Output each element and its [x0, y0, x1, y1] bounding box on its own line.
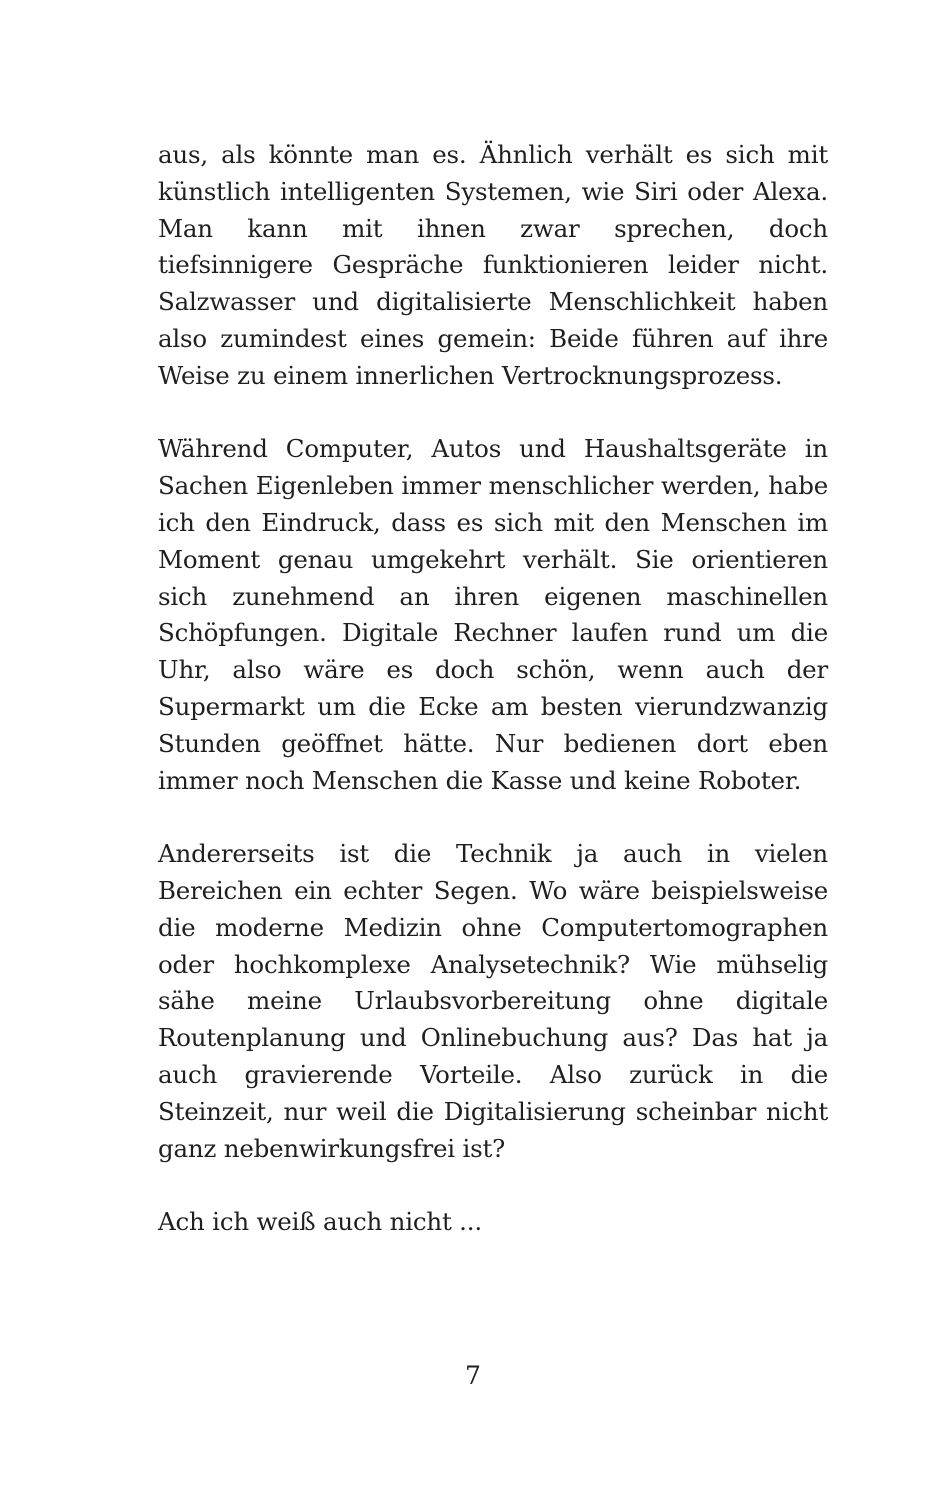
text-line: Supermarkt um die Ecke am besten vierundzwanzig	[158, 691, 828, 721]
body-text	[158, 137, 828, 1278]
text-line: ganz nebenwirkungsfrei ist?	[158, 1133, 506, 1163]
text-line: Andererseits ist die Technik ja auch in vielen	[158, 839, 828, 869]
page-number: 7	[465, 1361, 481, 1390]
text-line: Sachen Eigenleben immer menschlicher werden, habe	[158, 471, 828, 501]
paragraph-3	[158, 836, 828, 1167]
paragraph-4	[158, 1204, 828, 1241]
text-line: Moment genau umgekehrt verhält. Sie orientieren	[158, 544, 828, 574]
paragraph-1	[158, 137, 828, 395]
text-line: Weise zu einem innerlichen Vertrocknungsprozess.	[158, 360, 783, 390]
text-line: Salzwasser und digitalisierte Menschlichkeit haben	[158, 287, 828, 317]
text-line: also zumindest eines gemein: Beide führen auf ihre	[158, 323, 828, 353]
paragraph-2	[158, 431, 828, 799]
text-line: Man kann mit ihnen zwar sprechen, doch	[158, 213, 828, 243]
text-line: auch gravierende Vorteile. Also zurück in die	[158, 1059, 828, 1089]
text-line: die moderne Medizin ohne Computertomographen	[158, 912, 828, 942]
text-line: Bereichen ein echter Segen. Wo wäre beispielsweise	[158, 875, 828, 905]
text-line: künstlich intelligenten Systemen, wie Siri oder Alexa.	[158, 176, 828, 206]
text-line: Stunden geöffnet hätte. Nur bedienen dort eben	[158, 728, 828, 758]
text-line: sich zunehmend an ihren eigenen maschinellen	[158, 581, 828, 611]
text-line: Routenplanung und Onlinebuchung aus? Das hat ja	[158, 1023, 828, 1053]
text-line: Während Computer, Autos und Haushaltsgeräte in	[158, 434, 828, 464]
text-line: tiefsinnigere Gespräche funktionieren leider nicht.	[158, 250, 828, 280]
text-line: ich den Eindruck, dass es sich mit den Menschen im	[158, 507, 828, 537]
text-line: oder hochkomplexe Analysetechnik? Wie mühselig	[158, 949, 828, 979]
text-line: immer noch Menschen die Kasse und keine Roboter.	[158, 765, 802, 795]
text-line: Schöpfungen. Digitale Rechner laufen rund um die	[158, 618, 828, 648]
text-line: aus, als könnte man es. Ähnlich verhält es sich mit	[158, 140, 828, 169]
text-line: Uhr, also wäre es doch schön, wenn auch der	[158, 655, 828, 685]
text-line: Ach ich weiß auch nicht ...	[158, 1207, 482, 1237]
text-line: Steinzeit, nur weil die Digitalisierung scheinbar nicht	[158, 1096, 828, 1126]
text-line: sähe meine Urlaubsvorbereitung ohne digitale	[158, 986, 828, 1016]
